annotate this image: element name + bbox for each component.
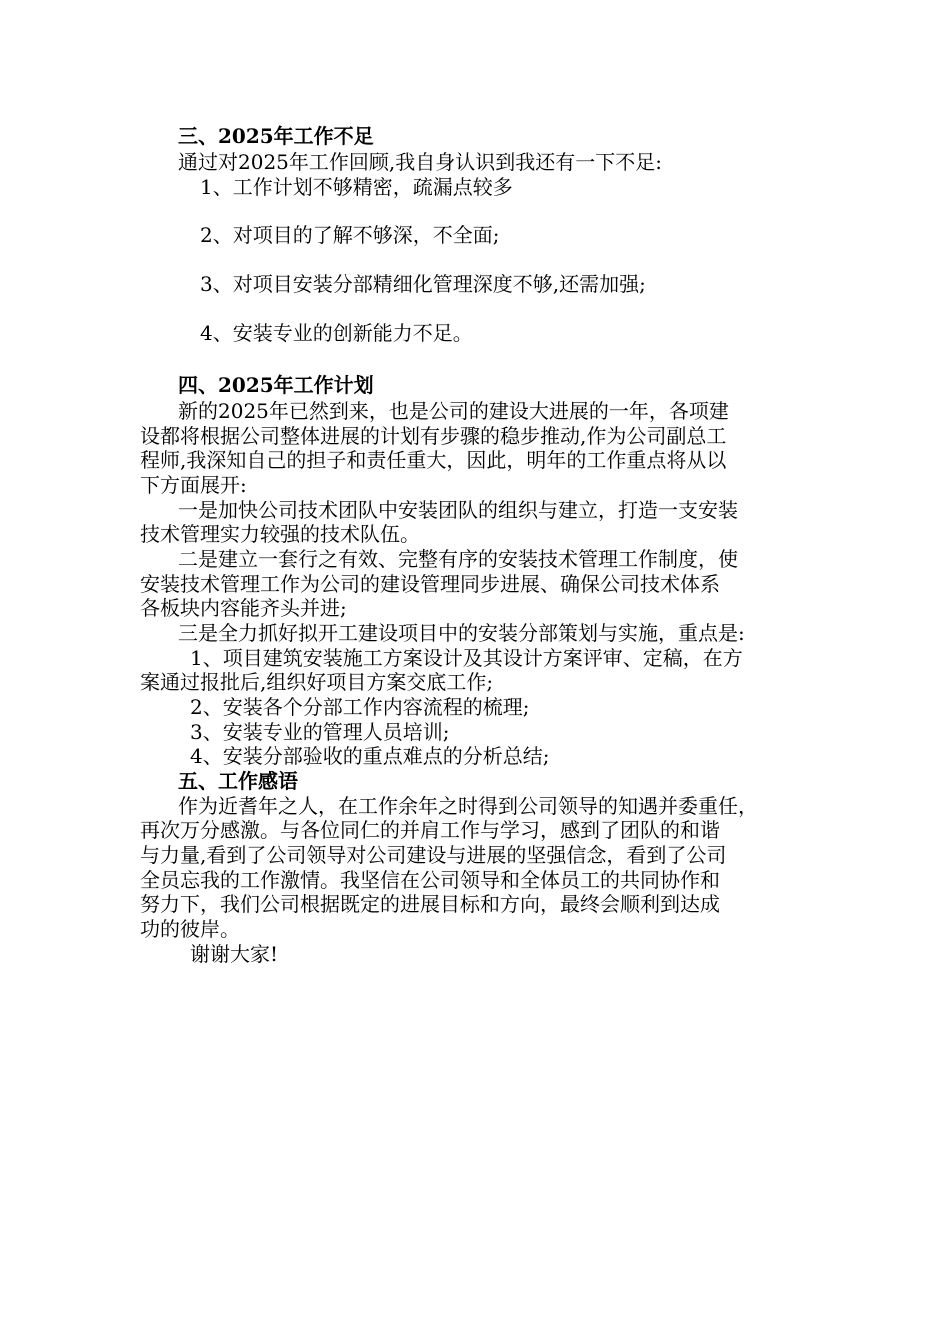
section-5-line: 全员忘我的工作激情。我坚信在公司领导和全体员工的共同协作和 bbox=[140, 868, 720, 892]
section-5-line: 努力下，我们公司根据既定的进展目标和方向，最终会顺利到达成 bbox=[140, 892, 720, 916]
section-3-heading: 三、2025年工作不足 bbox=[178, 124, 374, 148]
section-4-line: 安装技术管理工作为公司的建设管理同步进展、确保公司技术体系 bbox=[140, 572, 720, 596]
section-5-line: 功的彼岸。 bbox=[140, 917, 240, 941]
section-4-line: 各板块内容能齐头并进; bbox=[140, 596, 347, 620]
section-4-line: 三是全力抓好拟开工建设项目中的安装分部策划与实施，重点是: bbox=[178, 621, 745, 645]
section-4-line: 一是加快公司技术团队中安装团队的组织与建立，打造一支安装 bbox=[178, 498, 738, 522]
closing-line: 谢谢大家! bbox=[190, 942, 279, 966]
section-4-line: 二是建立一套行之有效、完整有序的安装技术管理工作制度，使 bbox=[178, 547, 738, 571]
section-4-line: 新的2025年已然到来，也是公司的建设大进展的一年，各项建 bbox=[178, 399, 729, 423]
section-3-item: 1、工作计划不够精密，疏漏点较多 bbox=[200, 175, 513, 199]
section-4-line: 4、安装分部验收的重点难点的分析总结; bbox=[190, 744, 550, 768]
section-4-heading: 四、2025年工作计划 bbox=[178, 373, 374, 397]
section-4-line: 程师,我深知自己的担子和责任重大，因此，明年的工作重点将从以 bbox=[140, 448, 727, 472]
section-4-line: 技术管理实力较强的技术队伍。 bbox=[140, 522, 420, 546]
section-5-line: 再次万分感激。与各位同仁的并肩工作与学习，感到了团队的和谐 bbox=[140, 818, 720, 842]
section-3-item: 2、对项目的了解不够深，不全面; bbox=[200, 223, 500, 247]
section-4-line: 下方面展开: bbox=[140, 473, 247, 497]
section-4-line: 3、安装专业的管理人员培训; bbox=[190, 720, 450, 744]
section-5-line: 作为近耆年之人，在工作余年之时得到公司领导的知遇并委重任， bbox=[178, 794, 758, 818]
section-4-line: 1、项目建筑安装施工方案设计及其设计方案评审、定稿，在方 bbox=[190, 646, 743, 670]
section-5-heading: 五、工作感语 bbox=[178, 769, 298, 793]
section-3-intro: 通过对2025年工作回顾,我自身认识到我还有一下不足: bbox=[178, 150, 662, 174]
section-4-line: 2、安装各个分部工作内容流程的梳理; bbox=[190, 695, 530, 719]
section-3-item: 3、对项目安装分部精细化管理深度不够,还需加强; bbox=[200, 272, 646, 296]
section-4-line: 案通过报批后,组织好项目方案交底工作; bbox=[140, 670, 494, 694]
section-5-line: 与力量,看到了公司领导对公司建设与进展的坚强信念，看到了公司 bbox=[140, 843, 727, 867]
section-4-line: 设都将根据公司整体进展的计划有步骤的稳步推动,作为公司副总工 bbox=[140, 424, 727, 448]
section-3-item: 4、安装专业的创新能力不足。 bbox=[200, 321, 473, 345]
